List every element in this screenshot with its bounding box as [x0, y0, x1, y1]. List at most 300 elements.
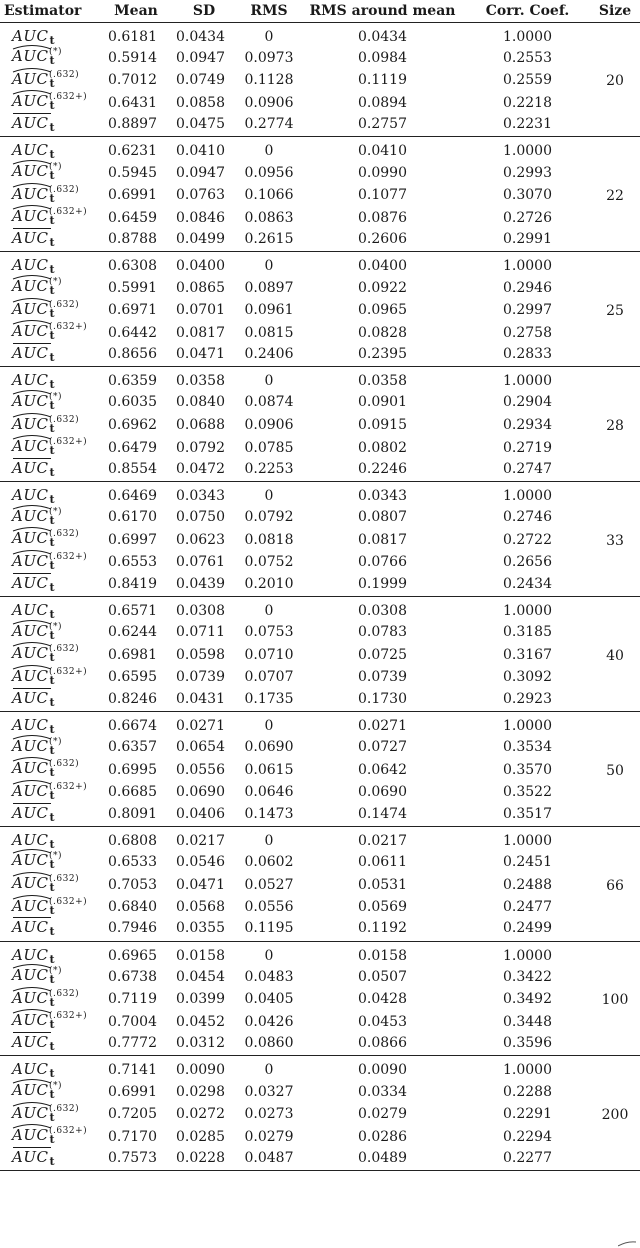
corr-coef-cell: 1.0000: [503, 832, 552, 849]
sd-cell: 0.0792: [176, 439, 225, 456]
rms-cell: 0.2253: [238, 459, 300, 482]
size-cell: 200: [590, 1056, 640, 1171]
estimator-subscript: t: [49, 1155, 56, 1169]
sd-cell: 0.0410: [176, 143, 225, 160]
rms-around-mean-cell: 0.2606: [300, 229, 465, 252]
sd-cell: 0.0750: [176, 509, 225, 526]
header-corr-coef: Corr. Coef.: [465, 0, 590, 22]
estimator-label: [12, 552, 87, 573]
estimator-base: AUC: [12, 851, 49, 870]
estimator-subscript: t: [49, 76, 56, 90]
estimator-superscript: (*): [49, 391, 63, 402]
table-row: [0, 92, 640, 115]
corr-coef-cell: 0.2294: [503, 1128, 552, 1145]
rms-around-mean-cell: 0.0727: [358, 739, 407, 756]
rms-around-mean-cell: 0.0217: [358, 832, 407, 849]
estimator-subscript: t: [49, 513, 56, 527]
estimator-subscript: t: [49, 444, 56, 458]
mean-cell: 0.8897: [102, 114, 170, 137]
mean-cell: 0.6674: [108, 717, 157, 734]
wide-hat-accent: [12, 295, 52, 303]
estimator-subscript: t: [49, 214, 56, 228]
table-row: [0, 344, 640, 367]
sd-cell: 0.0452: [176, 1013, 225, 1030]
estimator-base: AUC: [12, 874, 49, 893]
rms-around-mean-cell: 0.0990: [358, 164, 407, 181]
estimator-subscript: t: [49, 695, 56, 709]
table-row: [0, 459, 640, 482]
estimator-base: AUC: [12, 26, 49, 45]
estimator-base: AUC: [12, 551, 49, 570]
estimator-base: AUC: [12, 736, 49, 755]
table-row: [0, 988, 640, 1011]
estimator-superscript: (.632+): [49, 781, 88, 792]
rms-cell: 0.0327: [244, 1083, 294, 1100]
estimator-base: AUC: [12, 781, 49, 800]
estimator-cell: [0, 436, 102, 459]
mean-cell: 0.6840: [108, 899, 157, 916]
table-row: [0, 299, 640, 322]
corr-coef-cell: 0.3185: [503, 624, 552, 641]
rms-around-mean-cell: 0.0915: [358, 417, 407, 434]
wide-hat-accent: [12, 1006, 52, 1014]
table-row: [0, 551, 640, 574]
estimator-subscript: t: [49, 351, 56, 365]
size-cell: 100: [590, 941, 640, 1056]
sd-cell: 0.0701: [176, 302, 225, 319]
estimator-subscript: t: [49, 881, 56, 895]
estimator-base: AUC: [12, 277, 49, 296]
corr-coef-cell: 0.2231: [465, 114, 590, 137]
corr-coef-cell: 0.2291: [503, 1106, 552, 1123]
table-row: [0, 436, 640, 459]
rms-cell: 0.0527: [244, 876, 294, 893]
rms-cell: 0: [264, 143, 274, 160]
wide-hat-accent: [12, 317, 52, 325]
estimator-subscript: t: [49, 54, 56, 68]
header-rms-around-mean: RMS around mean: [300, 0, 465, 22]
estimator-cell: [0, 1148, 102, 1171]
rms-cell: 0: [264, 832, 274, 849]
estimator-superscript: (.632+): [49, 437, 88, 448]
corr-coef-cell: 0.3070: [503, 187, 552, 204]
estimator-superscript: (*): [49, 736, 63, 747]
estimator-subscript: t: [49, 673, 56, 687]
estimator-label: [12, 207, 87, 228]
corr-coef-cell: 0.2746: [503, 509, 552, 526]
estimator-base: AUC: [12, 573, 49, 592]
mean-cell: 0.8246: [102, 689, 170, 712]
estimator-base: AUC: [12, 688, 49, 707]
rms-cell: 0.1066: [244, 187, 294, 204]
corr-coef-cell: 0.3422: [503, 968, 552, 985]
estimator-subscript: t: [49, 1088, 56, 1102]
wide-hat-accent: [12, 869, 52, 877]
table-row: [0, 873, 640, 896]
mean-cell: 0.7053: [108, 876, 157, 893]
estimator-subscript: t: [49, 925, 56, 939]
estimator-base: AUC: [12, 1103, 49, 1122]
table-row: [0, 736, 640, 759]
rms-cell: 0.0646: [244, 784, 294, 801]
sd-cell: 0.0471: [170, 344, 238, 367]
table-row: [0, 574, 640, 597]
rms-around-mean-cell: 0.0984: [358, 49, 407, 66]
mean-cell: 0.6357: [108, 739, 157, 756]
rms-cell: 0.0815: [244, 324, 294, 341]
estimator-superscript: (*): [49, 506, 63, 517]
mean-cell: 0.6738: [108, 968, 157, 985]
estimator-subscript: t: [49, 952, 56, 966]
estimator-label: [12, 574, 55, 594]
mean-cell: 0.8091: [102, 804, 170, 827]
mean-cell: 0.7946: [102, 918, 170, 941]
rms-cell: 0: [264, 488, 274, 504]
sd-cell: 0.0858: [176, 94, 225, 111]
rms-around-mean-cell: 0.0965: [358, 302, 407, 319]
estimator-base: AUC: [12, 988, 49, 1007]
wide-hat-accent: [12, 65, 52, 73]
table-row: [0, 1126, 640, 1149]
mean-cell: 0.8656: [102, 344, 170, 367]
corr-coef-cell: 0.3522: [503, 784, 552, 801]
table-row: [0, 781, 640, 804]
rms-cell: 0: [264, 947, 274, 964]
rms-around-mean-cell: 0.0802: [358, 439, 407, 456]
wide-hat-accent: [12, 272, 52, 280]
table-row: [0, 596, 640, 621]
mean-cell: 0.6965: [108, 947, 157, 964]
estimator-base: AUC: [12, 1060, 49, 1079]
rms-cell: 0.2774: [238, 114, 300, 137]
wide-hat-accent: [12, 547, 52, 555]
rms-around-mean-cell: 0.0158: [358, 947, 407, 964]
table-row: [0, 1033, 640, 1056]
corr-coef-cell: 0.3570: [503, 761, 552, 778]
sd-cell: 0.0400: [176, 258, 225, 275]
sd-cell: 0.0947: [176, 49, 225, 66]
estimator-superscript: (.632): [49, 184, 80, 195]
estimator-cell: [0, 896, 102, 919]
sd-cell: 0.0272: [176, 1106, 225, 1123]
estimator-cell: [0, 1011, 102, 1034]
sd-cell: 0.0158: [176, 947, 225, 964]
sd-cell: 0.0846: [176, 209, 225, 226]
mean-cell: 0.8419: [102, 574, 170, 597]
table-row: [0, 161, 640, 184]
estimator-subscript: t: [49, 607, 56, 621]
rms-around-mean-cell: 0.0807: [358, 509, 407, 526]
table-row: [0, 1080, 640, 1103]
rms-around-mean-cell: 0.0766: [358, 554, 407, 571]
rms-cell: 0.0602: [244, 853, 294, 870]
rms-around-mean-cell: 0.0817: [358, 531, 407, 548]
header-sd: SD: [170, 0, 238, 22]
estimator-cell: [0, 321, 102, 344]
estimator-base: AUC: [12, 391, 49, 410]
rms-cell: 0.0487: [238, 1148, 300, 1171]
estimator-subscript: t: [49, 398, 56, 412]
sd-cell: 0.0840: [176, 394, 225, 411]
rms-cell: 0.0710: [244, 646, 294, 663]
estimator-superscript: (.632): [49, 414, 80, 425]
estimator-label: [12, 344, 55, 364]
estimator-base: AUC: [12, 1011, 49, 1030]
rms-cell: 0: [264, 717, 274, 734]
estimator-cell: [0, 551, 102, 574]
sd-cell: 0.0475: [170, 114, 238, 137]
rms-cell: 0.0273: [244, 1106, 294, 1123]
corr-coef-cell: 0.2553: [503, 49, 552, 66]
estimator-superscript: (*): [49, 621, 63, 632]
corr-coef-cell: 0.2904: [503, 394, 552, 411]
estimator-subscript: t: [49, 263, 56, 277]
table-row: [0, 414, 640, 437]
table-row: [0, 711, 640, 736]
wide-hat-accent: [12, 846, 52, 854]
sd-cell: 0.0568: [176, 899, 225, 916]
estimator-subscript: t: [49, 858, 56, 872]
rms-cell: 0.0818: [244, 531, 294, 548]
mean-cell: 0.7012: [108, 72, 157, 89]
corr-coef-cell: 0.3092: [503, 669, 552, 686]
rms-cell: 0.0897: [244, 279, 294, 296]
corr-coef-cell: 0.3167: [503, 646, 552, 663]
corr-coef-cell: 0.3448: [503, 1013, 552, 1030]
corr-coef-cell: 1.0000: [503, 488, 552, 504]
estimator-subscript: t: [49, 121, 56, 135]
sd-cell: 0.0546: [176, 853, 225, 870]
mean-cell: 0.7004: [108, 1013, 157, 1030]
wide-hat-accent: [12, 961, 52, 969]
rms-around-mean-cell: 0.0308: [358, 602, 407, 619]
estimator-label: [12, 1033, 55, 1053]
estimator-base: AUC: [12, 1148, 49, 1167]
wide-hat-accent: [12, 180, 52, 188]
estimator-label: [12, 459, 55, 479]
sd-cell: 0.0285: [176, 1128, 225, 1145]
sd-cell: 0.0947: [176, 164, 225, 181]
estimator-cell: [0, 781, 102, 804]
sd-cell: 0.0217: [176, 832, 225, 849]
sd-cell: 0.0454: [176, 968, 225, 985]
estimator-base: AUC: [12, 945, 49, 964]
header-size: Size: [590, 0, 640, 22]
rms-around-mean-cell: 0.0922: [358, 279, 407, 296]
rms-around-mean-cell: 0.0489: [300, 1148, 465, 1171]
mean-cell: 0.6995: [108, 761, 157, 778]
wide-hat-accent: [12, 662, 52, 670]
rms-cell: 0.0752: [244, 554, 294, 571]
estimator-superscript: (*): [49, 47, 63, 58]
estimator-cell: [0, 229, 102, 252]
estimator-superscript: (.632): [49, 644, 80, 655]
table-row: [0, 137, 640, 162]
corr-coef-cell: 0.2934: [503, 417, 552, 434]
sd-cell: 0.0711: [176, 624, 225, 641]
mean-cell: 0.8788: [102, 229, 170, 252]
rms-cell: 0.0279: [244, 1128, 294, 1145]
overline-accent: [13, 688, 51, 689]
page-edge-mark: [618, 1240, 636, 1248]
rms-around-mean-cell: 0.2757: [300, 114, 465, 137]
table-row: [0, 689, 640, 712]
estimator-base: AUC: [12, 1126, 49, 1145]
mean-cell: 0.6170: [108, 509, 157, 526]
estimator-subscript: t: [49, 493, 56, 506]
rms-cell: 0.1128: [244, 72, 294, 89]
estimator-superscript: (.632): [49, 1103, 80, 1114]
estimator-superscript: (*): [49, 162, 63, 173]
mean-cell: 0.6308: [108, 258, 157, 275]
estimator-base: AUC: [12, 229, 49, 248]
mean-cell: 0.6181: [108, 28, 157, 45]
corr-coef-cell: 0.2499: [465, 918, 590, 941]
size-group: [0, 1056, 640, 1171]
sd-cell: 0.0472: [170, 459, 238, 482]
sd-cell: 0.0298: [176, 1083, 225, 1100]
rms-around-mean-cell: 0.0343: [358, 488, 407, 504]
rms-cell: 0: [264, 258, 274, 275]
estimator-base: AUC: [12, 256, 49, 275]
corr-coef-cell: 1.0000: [503, 602, 552, 619]
rms-around-mean-cell: 0.0828: [358, 324, 407, 341]
corr-coef-cell: 0.2833: [465, 344, 590, 367]
rms-cell: 0.1195: [238, 918, 300, 941]
table-row: [0, 1103, 640, 1126]
rms-around-mean-cell: 0.0531: [358, 876, 407, 893]
estimator-base: AUC: [12, 1081, 49, 1100]
overline-accent: [13, 343, 51, 344]
estimator-cell: [0, 1033, 102, 1056]
estimator-superscript: (.632+): [49, 666, 88, 677]
size-group: [0, 252, 640, 367]
estimator-base: AUC: [12, 918, 49, 937]
sd-cell: 0.0355: [170, 918, 238, 941]
rms-cell: 0.0961: [244, 302, 294, 319]
wide-hat-accent: [12, 1076, 52, 1084]
rms-around-mean-cell: 0.0358: [358, 373, 407, 390]
rms-around-mean-cell: 0.0642: [358, 761, 407, 778]
sd-cell: 0.0556: [176, 761, 225, 778]
estimator-subscript: t: [49, 33, 56, 47]
mean-cell: 0.6981: [108, 646, 157, 663]
table-row: [0, 918, 640, 941]
corr-coef-cell: 1.0000: [503, 143, 552, 160]
estimator-base: AUC: [12, 486, 49, 504]
rms-cell: 0.0906: [244, 417, 294, 434]
estimator-base: AUC: [12, 600, 49, 619]
estimator-cell: [0, 666, 102, 689]
sd-cell: 0.0865: [176, 279, 225, 296]
rms-cell: 0.0615: [244, 761, 294, 778]
estimator-subscript: t: [49, 995, 56, 1009]
estimator-base: AUC: [12, 92, 49, 111]
table-row: [0, 482, 640, 507]
estimator-label: [12, 92, 87, 113]
wide-hat-accent: [12, 1121, 52, 1129]
estimator-label: [12, 114, 55, 134]
estimator-subscript: t: [49, 558, 56, 572]
estimator-base: AUC: [12, 114, 49, 133]
rms-around-mean-cell: 0.0286: [358, 1128, 407, 1145]
rms-cell: 0.0863: [244, 209, 294, 226]
estimator-base: AUC: [12, 371, 49, 390]
wide-hat-accent: [12, 524, 52, 532]
estimator-label: [12, 689, 55, 709]
wide-hat-accent: [12, 410, 52, 418]
sd-cell: 0.0471: [176, 876, 225, 893]
estimator-subscript: t: [49, 191, 56, 205]
mean-cell: 0.6244: [108, 624, 157, 641]
corr-coef-cell: 0.2288: [503, 1083, 552, 1100]
estimator-subscript: t: [49, 236, 56, 250]
table-row: [0, 229, 640, 252]
header-mean: Mean: [102, 0, 170, 22]
sd-cell: 0.0761: [176, 554, 225, 571]
estimator-label: [12, 437, 87, 458]
size-cell: 20: [590, 22, 640, 137]
table-row: [0, 184, 640, 207]
table-row: [0, 826, 640, 851]
table-row: [0, 643, 640, 666]
mean-cell: 0.6431: [108, 94, 157, 111]
sd-cell: 0.0431: [170, 689, 238, 712]
rms-around-mean-cell: 0.0739: [358, 669, 407, 686]
estimator-label: [12, 229, 55, 249]
estimator-superscript: (.632+): [49, 92, 88, 103]
estimator-label: [12, 897, 87, 918]
corr-coef-cell: 0.2488: [503, 876, 552, 893]
estimator-base: AUC: [12, 506, 49, 525]
rms-around-mean-cell: 0.0569: [358, 899, 407, 916]
estimator-subscript: t: [49, 810, 56, 824]
rms-cell: 0.0483: [244, 968, 294, 985]
overline-accent: [13, 113, 51, 114]
size-cell: 25: [590, 252, 640, 367]
corr-coef-cell: 0.2451: [503, 853, 552, 870]
table-row: [0, 896, 640, 919]
wide-hat-accent: [12, 892, 52, 900]
rms-around-mean-cell: 0.1474: [300, 804, 465, 827]
sd-cell: 0.0399: [176, 991, 225, 1008]
estimator-subscript: t: [49, 903, 56, 917]
rms-around-mean-cell: 0.0334: [358, 1083, 407, 1100]
estimator-label: [12, 782, 87, 803]
estimator-label: [12, 1011, 87, 1032]
size-cell: 40: [590, 596, 640, 711]
mean-cell: 0.7119: [108, 991, 157, 1008]
estimator-subscript: t: [49, 99, 56, 113]
rms-cell: 0.0556: [244, 899, 294, 916]
rms-cell: 0.0860: [238, 1033, 300, 1056]
sd-cell: 0.0406: [170, 804, 238, 827]
estimator-subscript: t: [49, 837, 56, 851]
rms-cell: 0.0690: [244, 739, 294, 756]
corr-coef-cell: 0.3517: [465, 804, 590, 827]
estimator-superscript: (.632+): [49, 1126, 88, 1137]
estimator-base: AUC: [12, 207, 49, 226]
rms-cell: 0.0956: [244, 164, 294, 181]
estimator-cell: [0, 689, 102, 712]
mean-cell: 0.6991: [108, 1083, 157, 1100]
corr-coef-cell: 0.2218: [503, 94, 552, 111]
corr-coef-cell: 0.2923: [465, 689, 590, 712]
mean-cell: 0.6479: [108, 439, 157, 456]
table-row: [0, 47, 640, 70]
rms-around-mean-cell: 0.1192: [300, 918, 465, 941]
estimator-subscript: t: [49, 306, 56, 320]
